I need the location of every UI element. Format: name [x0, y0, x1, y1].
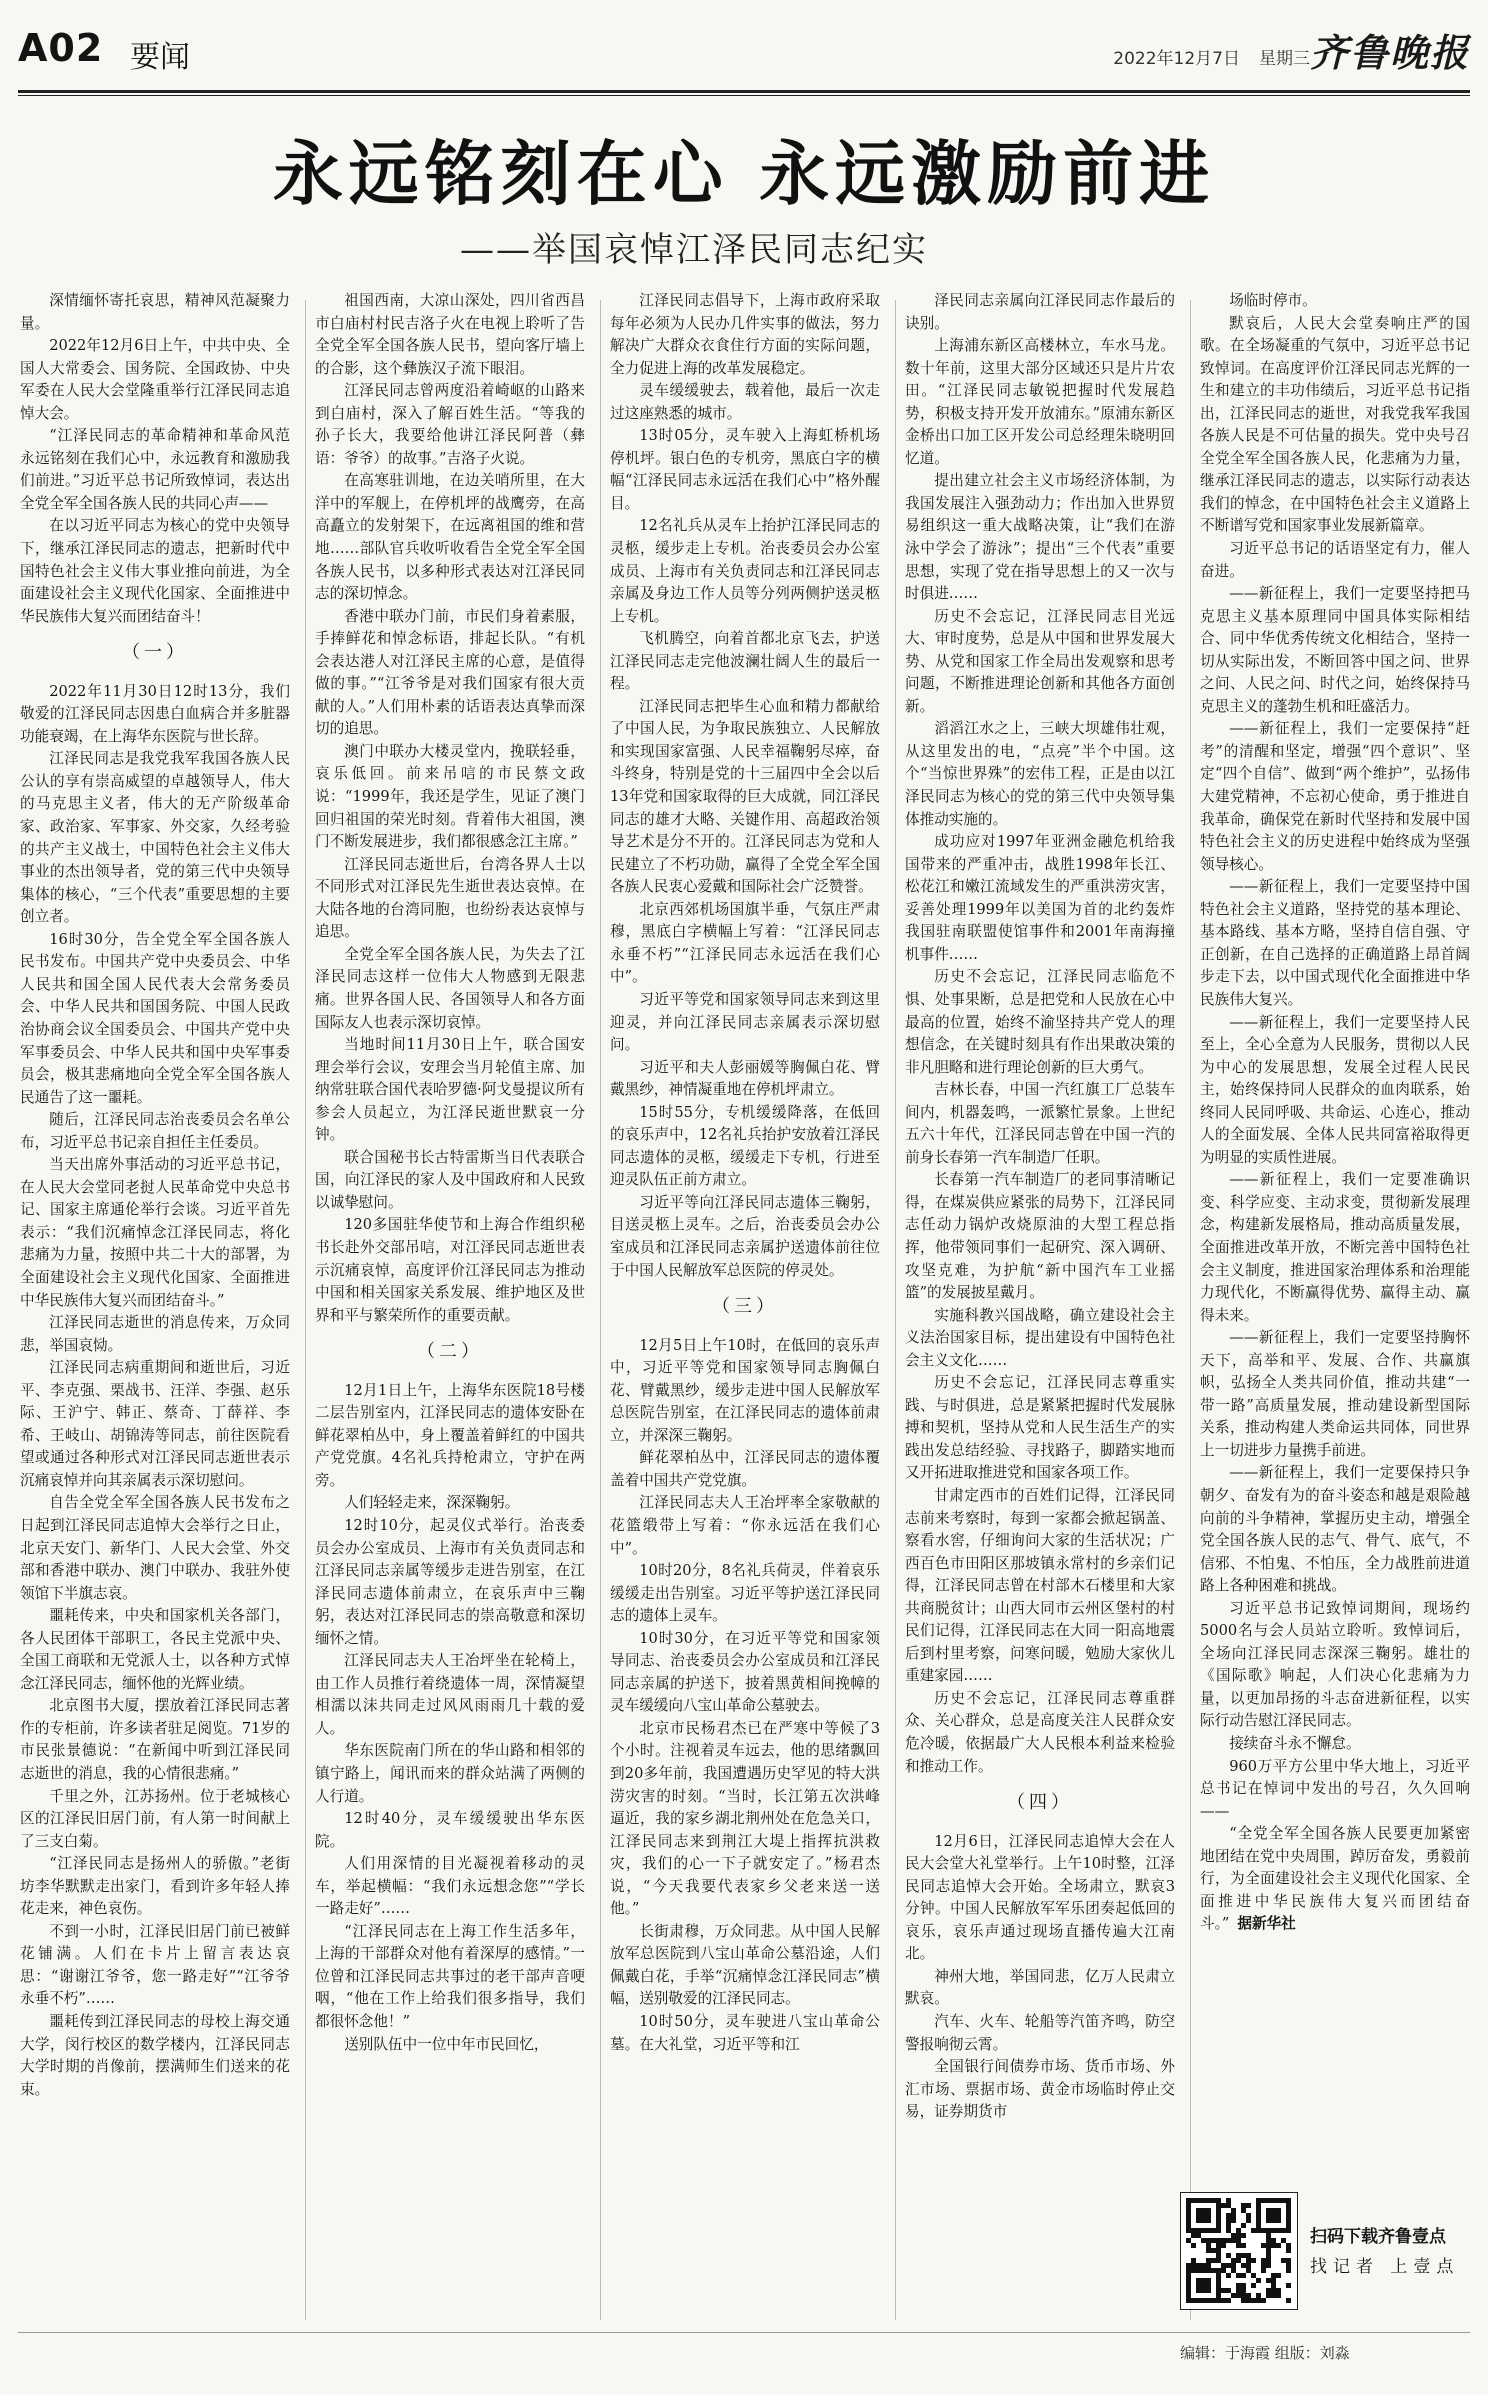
qr-module: [1226, 2273, 1231, 2278]
article-paragraph: ——新征程上，我们一定要坚持中国特色社会主义道路，坚持党的基本理论、基本路线、基本方略，坚持自信自强、守正创新，在自己选择的正确道路上昂首阔步走下去，以中国式现代化全面推进中华民族伟大复兴。: [1200, 878, 1470, 1008]
issue-weekday: 星期三: [1259, 49, 1310, 69]
article-paragraph: 16时30分，告全党全军全国各族人民书发布。中国共产党中央委员会、中华人民共和国全国人民代表大会常务委员会、中华人民共和国国务院、中国人民政治协商会议全国委员会、中国共产党中央军事委员会、中华人民共和国中央军事委员会，极其悲痛地向全党全军全国各族人民通告了这一噩耗。: [20, 930, 290, 1106]
article-paragraph: 灵车缓缓驶去，载着他，最后一次走过这座熟悉的城市。: [610, 382, 880, 422]
article-paragraph: 鲜花翠柏丛中，江泽民同志的遗体覆盖着中国共产党党旗。: [610, 1449, 880, 1489]
qr-module: [1246, 2218, 1251, 2223]
article-paragraph: 江泽民同志夫人王冶坪率全家敬献的花篮缎带上写着：“你永远活在我们心中”。: [610, 1494, 880, 1557]
article-paragraph: 澳门中联办大楼灵堂内，挽联轻垂，哀乐低回。前来吊唁的市民蔡文政说：“1999年，我还是学生，见证了澳门回归祖国的荣光时刻。背着伟大祖国，澳门不断发展进步，我们都很感念江主席。”: [315, 742, 585, 851]
article-paragraph: 接续奋斗永不懈怠。: [1229, 1735, 1361, 1752]
article-paragraph: 江泽民同志曾两度沿着崎岖的山路来到白庙村，深入了解百姓生活。“等我的孙子长大，我要给他讲江泽民阿普（彝语：爷爷）的故事。”吉洛子火说。: [315, 382, 585, 467]
article-paragraph: 12月1日上午，上海华东医院18号楼二层告别室内，江泽民同志的遗体安卧在鲜花翠柏丛中，身上覆盖着鲜红的中国共产党党旗。4名礼兵持枪肃立，守护在两旁。: [315, 1381, 585, 1489]
article-paragraph: 深情缅怀寄托哀思，精神风范凝聚力量。: [20, 292, 290, 332]
article-paragraph: 成功应对1997年亚洲金融危机给我国带来的严重冲击，战胜1998年长江、松花江和嫩江流域发生的严重洪涝灾害，妥善处理1999年以美国为首的北约轰炸我国驻南联盟使馆事件和2001年南海撞机事件……: [905, 833, 1175, 963]
section-number-heading: （四）: [1007, 1792, 1073, 1814]
article-paragraph: 人们轻轻走来，深深鞠躬。: [344, 1494, 520, 1512]
article-paragraph: “全党全军全国各族人民要更加紧密地团结在党中央周围，踔厉奋发，勇毅前行，为全面建设社会主义现代化国家、全面推进中华民族伟大复兴而团结奋斗。” 据新华社: [1200, 1825, 1470, 1933]
article-paragraph: 全党全军全国各族人民，为失去了江泽民同志这样一位伟大人物感到无限悲痛。世界各国人民、各国领导人和各方面国际友人也表示深切哀悼。: [315, 945, 585, 1031]
article-paragraph: 江泽民同志逝世后，台湾各界人士以不同形式对江泽民先生逝世表达哀悼。在大陆各地的台湾同胞，也纷纷表达哀悼与追思。: [315, 855, 585, 941]
article-paragraph: 神州大地，举国同悲，亿万人民肃立默哀。: [905, 1967, 1175, 2008]
qr-module: [1251, 2258, 1256, 2263]
article-paragraph: 实施科教兴国战略，确立建设社会主义法治国家目标，提出建设有中国特色社会主义文化……: [905, 1306, 1175, 1369]
article-paragraph: 江泽民同志是我党我军我国各族人民公认的享有崇高威望的卓越领导人，伟大的马克思主义者，伟大的无产阶级革命家、政治家、军事家、外交家，久经考验的共产主义战士，中国特色社会主义伟大事业的杰出领导者，党的第三代中央领导集体的核心，“三个代表”重要思想的主要创立者。: [20, 750, 290, 926]
qr-module: [1241, 2273, 1246, 2278]
page-header: [18, 18, 1470, 88]
article-paragraph: 祖国西南，大凉山深处，四川省西昌市白庙村村民吉洛子火在电视上聆听了告全党全军全国各族人民书，望向客厅墙上的合影，这个彝族汉子流下眼泪。: [315, 292, 585, 377]
article-paragraph: 当地时间11月30日上午，联合国安理会举行会议，安理会当月轮值主席、加纳常驻联合国代表哈罗德·阿戈曼提议所有参会人员起立，为江泽民逝世默哀一分钟。: [315, 1036, 585, 1144]
article-paragraph: 随后，江泽民同志治丧委员会名单公布，习近平总书记亲自担任主任委员。: [20, 1111, 290, 1151]
article-paragraph: 习近平总书记的话语坚定有力，催人奋进。: [1200, 540, 1470, 580]
article-paragraph: 吉林长春，中国一汽红旗工厂总装车间内，机器轰鸣，一派繁忙景象。上世纪五六十年代，江泽民同志曾在中国一汽的前身长春第一汽车制造厂任职。: [905, 1081, 1175, 1166]
article-paragraph: 10时50分，灵车驶进八宝山革命公墓。在大礼堂，习近平等和江: [610, 2013, 880, 2053]
header-rule-thin: [18, 95, 1470, 96]
app-promo-title: 扫码下载齐鲁壹点: [1310, 2227, 1446, 2247]
article-paragraph: 习近平等向江泽民同志遗体三鞠躬，目送灵柩上灵车。之后，治丧委员会办公室成员和江泽民同志亲属护送遗体前往位于中国人民解放军总医院的停灵处。: [610, 1193, 880, 1279]
article-paragraph: 历史不会忘记，江泽民同志目光远大、审时度势，总是从中国和世界发展大势、从党和国家工作全局出发观察和思考问题，不断推进理论创新和其他各方面创新。: [905, 607, 1175, 715]
qr-module: [1241, 2243, 1246, 2248]
article-paragraph: 习近平和夫人彭丽媛等胸佩白花、臂戴黑纱，神情凝重地在停机坪肃立。: [610, 1058, 880, 1099]
qr-module: [1266, 2263, 1271, 2268]
article-paragraph: 甘肃定西市的百姓们记得，江泽民同志前来考察时，每到一家都会掀起锅盖、察看水窖，仔细询问大家的生活状况；广西百色市田阳区那坡镇永常村的乡亲们记得，江泽民同志曾在村部木石楼里和大家共商脱贫计；山西大同市云州区堡村的村民们记得，江泽民同志在大同一阳高地震后到村里考察，问寒问暖，勉励大家伙儿重建家园……: [905, 1486, 1175, 1685]
qr-module: [1216, 2228, 1221, 2233]
qr-module: [1231, 2218, 1236, 2223]
article-column-2: [315, 290, 585, 2320]
article-byline: 据新华社: [1237, 1915, 1296, 1933]
article-paragraph: “江泽民同志是扬州人的骄傲。”老街坊李华默默走出家门，看到许多年轻人捧花走来，神色哀伤。: [20, 1855, 290, 1918]
article-paragraph: 长街肃穆，万众同悲。从中国人民解放军总医院到八宝山革命公墓沿途，人们佩戴白花，手举“沉痛悼念江泽民同志”横幅，送别敬爱的江泽民同志。: [610, 1922, 880, 2008]
article-paragraph: 华东医院南门所在的华山路和相邻的镇宁路上，闻讯而来的群众站满了两侧的人行道。: [315, 1742, 585, 1805]
article-paragraph: 飞机腾空，向着首都北京飞去，护送江泽民同志走完他波澜壮阔人生的最后一程。: [610, 630, 880, 693]
article-paragraph: 120多国驻华使节和上海合作组织秘书长赴外交部吊唁，对江泽民同志逝世表示沉痛哀悼，高度评价江泽民同志为推动中国和相关国家关系发展、维护地区及世界和平与繁荣所作的重要贡献。: [315, 1216, 585, 1324]
article-paragraph: ——新征程上，我们一定要保持只争朝夕、奋发有为的奋斗姿态和越是艰险越向前的斗争精神，掌握历史主动，增强全党全国各族人民的志气、骨气、底气，不信邪、不怕鬼、不怕压，全力战胜前进道路上各种困难和挑战。: [1200, 1464, 1470, 1595]
qr-module: [1206, 2288, 1211, 2293]
qr-module: [1286, 2228, 1291, 2233]
qr-module: [1191, 2243, 1196, 2248]
article-paragraph: 汽车、火车、轮船等汽笛齐鸣，防空警报响彻云霄。: [905, 2013, 1175, 2053]
article-paragraph: 提出建立社会主义市场经济体制，为我国发展注入强劲动力；作出加入世界贸易组织这一重大战略决策，让“我们在游泳中学会了游泳”；提出“三个代表”重要思想，实现了党在指导思想上的又一次与时俱进……: [905, 472, 1175, 603]
article-paragraph: 上海浦东新区高楼林立，车水马龙。数十年前，这里大部分区域还只是片片农田。“江泽民同志敏锐把握时代发展趋势，积极支持开发开放浦东。”原浦东新区金桥出口加工区开发公司总经理朱晓明回忆道。: [905, 337, 1175, 467]
article-paragraph: 10时30分，在习近平等党和国家领导同志、治丧委员会办公室成员和江泽民同志亲属的护送下，披着黑黄相间挽幛的灵车缓缓向八宝山革命公墓驶去。: [610, 1629, 880, 1715]
article-paragraph: “江泽民同志在上海工作生活多年，上海的干部群众对他有着深厚的感情。”一位曾和江泽民同志共事过的老干部声音哽咽，“他在工作上给我们很多指导，我们都很怀念他！”: [315, 1922, 585, 2031]
section-name: 要闻: [130, 40, 190, 75]
qr-code[interactable]: [1180, 2192, 1298, 2310]
qr-module: [1246, 2203, 1251, 2208]
article-paragraph: 场临时停市。: [1229, 292, 1317, 309]
article-paragraph: 江泽民同志夫人王冶坪坐在轮椅上，由工作人员推行着绕遗体一周，深情凝望相濡以沫共同走过风风雨雨几十载的爱人。: [315, 1652, 585, 1737]
article-paragraph: 习近平总书记致悼词期间，现场约5000名与会人员站立聆听。致悼词后，全场向江泽民同志深深三鞠躬。雄壮的《国际歌》响起，人们决心化悲痛为力量，以更加昂扬的斗志奋进新征程，以实际行动告慰江泽民同志。: [1200, 1599, 1470, 1730]
qr-module: [1256, 2278, 1261, 2283]
sub-headline: ——举国哀悼江泽民同志纪实: [460, 230, 928, 270]
qr-module: [1241, 2233, 1246, 2238]
article-paragraph: 送别队伍中一位中年市民回忆，: [344, 2035, 549, 2053]
article-paragraph: 江泽民同志病重期间和逝世后，习近平、李克强、栗战书、汪洋、李强、赵乐际、王沪宁、韩正、蔡奇、丁薛祥、李希、王岐山、胡锦涛等同志，前往医院看望或通过各种形式对江泽民同志逝世表示沉痛哀悼并向其亲属表示深切慰问。: [20, 1359, 290, 1489]
article-paragraph: 北京西郊机场国旗半垂，气氛庄严肃穆，黑底白字横幅上写着：“江泽民同志永垂不朽”“江泽民同志永远活在我们心中”。: [610, 900, 880, 986]
article-paragraph: 全国银行间债券市场、货币市场、外汇市场、票据市场、黄金市场临时停止交易，证券期货市: [905, 2058, 1175, 2121]
qr-module: [1276, 2243, 1281, 2248]
article-paragraph: 北京市民杨君杰已在严寒中等候了3个小时。注视着灵车远去，他的思绪飘回到20多年前，我国遭遇历史罕见的特大洪涝灾害的时刻。“当时，长江第五次洪峰逼近，我的家乡湖北荆州处在危急关口，江泽民同志来到荆江大堤上指挥抗洪救灾，我们的心一下子就安定了。”杨君杰说，“今天我要代表家乡父老来送一送他。”: [610, 1719, 880, 1918]
qr-module: [1286, 2283, 1291, 2288]
article-paragraph: ——新征程上，我们一定要准确识变、科学应变、主动求变，贯彻新发展理念，构建新发展格局，推动高质量发展，全面推进改革开放，不断完善中国特色社会主义制度，推进国家治理体系和治理能力现代化，不断赢得优势、赢得主动、赢得未来。: [1200, 1171, 1470, 1324]
qr-module: [1221, 2243, 1226, 2248]
article-column-5: [1200, 290, 1470, 2160]
article-paragraph: 人们用深情的目光凝视着移动的灵车，举起横幅：“我们永远想念您”“学长一路走好”……: [315, 1855, 585, 1918]
article-paragraph: 13时05分，灵车驶入上海虹桥机场停机坪。银白色的专机旁，黑底白字的横幅“江泽民同志永远活在我们心中”格外醒目。: [610, 427, 880, 512]
article-paragraph: 12时10分，起灵仪式举行。治丧委员会办公室成员、上海市有关负责同志和江泽民同志亲属等缓步走进告别室，在江泽民同志遗体前肃立，在哀乐声中三鞠躬，表达对江泽民同志的崇高敬意和深切缅怀之情。: [315, 1516, 585, 1647]
qr-module: [1261, 2268, 1266, 2273]
article-paragraph: 千里之外，江苏扬州。位于老城核心区的江泽民旧居门前，有人第一时间献上了三支白菊。: [20, 1787, 290, 1850]
article-paragraph: ——新征程上，我们一定要保持“赶考”的清醒和坚定，增强“四个意识”、坚定“四个自信”、做到“两个维护”，弘扬伟大建党精神，不忘初心使命，勇于推进自我革命，确保党在新时代坚持和发展中国特色社会主义的历史进程中始终成为坚强领导核心。: [1200, 720, 1470, 873]
qr-module: [1286, 2248, 1291, 2253]
article-column-1: [20, 290, 290, 2320]
article-paragraph: ——新征程上，我们一定要坚持把马克思主义基本原理同中国具体实际相结合、同中华优秀传统文化相结合，坚持一切从实际出发，不断回答中国之问、世界之问、人民之问、时代之问，始终保持马克思主义的蓬勃生机和旺盛活力。: [1200, 585, 1470, 715]
article-paragraph: 滔滔江水之上，三峡大坝雄伟壮观，从这里发出的电，“点亮”半个中国。这个“当惊世界殊”的宏伟工程，正是由以江泽民同志为核心的党的第三代中央领导集体推动实施的。: [905, 720, 1175, 828]
qr-module: [1276, 2293, 1281, 2298]
article-paragraph: 在以习近平同志为核心的党中央领导下，继承江泽民同志的遗志，把新时代中国特色社会主义伟大事业推向前进，为全面建设社会主义现代化国家、全面推进中华民族伟大复兴而团结奋斗！: [20, 517, 290, 625]
qr-module: [1286, 2298, 1291, 2303]
article-paragraph: 泽民同志亲属向江泽民同志作最后的诀别。: [905, 292, 1175, 332]
qr-module: [1276, 2218, 1281, 2223]
article-paragraph: 在高寒驻训地，在边关哨所里，在大洋中的军舰上，在停机坪的战鹰旁，在高高矗立的发射架下，在远离祖国的维和营地……部队官兵收听收看告全党全军全国各族人民书，以多种形式表达对江泽民同志的深切悼念。: [315, 472, 585, 603]
qr-module: [1241, 2223, 1246, 2228]
qr-module: [1276, 2273, 1281, 2278]
app-promo-slogan: 找记者 上壹点: [1310, 2257, 1460, 2277]
newspaper-masthead: 齐鲁晚报: [1309, 30, 1470, 75]
article-paragraph: 北京图书大厦，摆放着江泽民同志著作的专柜前，许多读者驻足阅览。71岁的市民张景德说：“在新闻中听到江泽民同志逝世的消息，我的心情很悲痛。”: [20, 1697, 290, 1782]
article-paragraph: 历史不会忘记，江泽民同志临危不惧、处事果断，总是把党和人民放在心中最高的位置，始终不渝坚持共产党人的理想信念，在关键时刻具有作出果敢决策的非凡胆略和进行理论创新的巨大勇气。: [905, 968, 1175, 1076]
qr-module: [1261, 2298, 1266, 2303]
article-paragraph: 习近平等党和国家领导同志来到这里迎灵，并向江泽民同志亲属表示深切慰问。: [610, 990, 880, 1054]
article-paragraph: 历史不会忘记，江泽民同志尊重群众、关心群众，总是高度关注人民群众安危冷暖，依据最广大人民根本利益来检验和推动工作。: [905, 1689, 1175, 1775]
section-number-heading: （三）: [712, 1296, 778, 1318]
article-paragraph: 长春第一汽车制造厂的老同事清晰记得，在煤炭供应紧张的局势下，江泽民同志任动力锅炉改烧原油的大型工程总指挥，他带领同事们一起研究、深入调研、攻坚克难，为护航“新中国汽车工业摇篮”的发展披星戴月。: [905, 1171, 1175, 1302]
issue-date: 2022年12月7日: [1113, 49, 1240, 69]
article-paragraph: 噩耗传来，中央和国家机关各部门，各人民团体干部职工，各民主党派中央、全国工商联和无党派人士，以各种方式悼念江泽民同志，缅怀他的光辉业绩。: [20, 1607, 290, 1692]
article-paragraph: 历史不会忘记，江泽民同志尊重实践、与时俱进，总是紧紧把握时代发展脉搏和契机，坚持从党和人民生活生产的实践出发总结经验、寻找路子，脚踏实地而又开拓进取推进党和国家各项工作。: [905, 1374, 1175, 1482]
page-number: A02: [18, 26, 104, 70]
article-paragraph: 2022年11月30日12时13分，我们敬爱的江泽民同志因患白血病合并多脏器功能衰竭，在上海华东医院与世长辞。: [20, 682, 290, 745]
article-paragraph: 噩耗传到江泽民同志的母校上海交通大学，闵行校区的数学楼内，江泽民同志大学时期的肖像前，摆满师生们送来的花束。: [20, 2013, 290, 2098]
header-rule: [18, 90, 1470, 93]
qr-module: [1206, 2218, 1211, 2223]
footer-rule: [18, 2332, 1470, 2333]
article-paragraph: 12月6日，江泽民同志追悼大会在人民大会堂大礼堂举行。上午10时整，江泽民同志追悼大会开始。全场肃立，默哀3分钟。中国人民解放军军乐团奏起低回的哀乐，哀乐声通过现场直播传遍大江南北。: [905, 1832, 1175, 1963]
article-paragraph: 不到一小时，江泽民旧居门前已被鲜花铺满。人们在卡片上留言表达哀思：“谢谢江爷爷，您一路走好”“江爷爷永垂不朽”……: [20, 1922, 290, 2008]
article-paragraph: 当天出席外事活动的习近平总书记，在人民大会堂同老挝人民革命党中央总书记、国家主席通伦举行会谈。习近平首先表示：“我们沉痛悼念江泽民同志，将化悲痛为力量，按照中共二十大的部署，为全面建设社会主义现代化国家、全面推进中华民族伟大复兴而团结奋斗。”: [20, 1156, 290, 1309]
article-paragraph: 10时20分，8名礼兵荷灵，伴着哀乐缓缓走出告别室。习近平等护送江泽民同志的遗体上灵车。: [610, 1562, 880, 1625]
article-paragraph: 江泽民同志倡导下，上海市政府采取每年必须为人民办几件实事的做法，努力解决广大群众衣食住行方面的实际问题，全力促进上海的改革发展稳定。: [610, 292, 880, 377]
article-paragraph: 联合国秘书长古特雷斯当日代表联合国，向江泽民的家人及中国政府和人民致以诚挚慰问。: [315, 1148, 585, 1211]
article-paragraph: ——新征程上，我们一定要坚持人民至上，全心全意为人民服务，贯彻以人民为中心的发展思想，发展全过程人民民主，始终保持同人民群众的血肉联系，始终同人民同呼吸、共命运、心连心，推动人的全面发展、全体人民共同富裕取得更为明显的实质性进展。: [1200, 1013, 1470, 1166]
article-paragraph: 香港中联办门前，市民们身着素服，手捧鲜花和悼念标语，排起长队。“有机会表达港人对江泽民主席的心意，是值得做的事。”“江爷爷是对我们国家有很大贡献的人。”人们用朴素的话语表达真挚而深切的追思。: [315, 607, 585, 738]
article-paragraph: “江泽民同志的革命精神和革命风范永远铭刻在我们心中，永远教育和激励我们前进。”习近平总书记所致悼词，表达出全党全军全国各族人民的共同心声——: [20, 427, 290, 512]
article-paragraph: 15时55分，专机缓缓降落，在低回的哀乐声中，12名礼兵抬护安放着江泽民同志遗体的灵柩，缓缓走下专机，行进至迎灵队伍正前方肃立。: [610, 1103, 880, 1189]
article-paragraph: 12名礼兵从灵车上抬护江泽民同志的灵柩，缓步走上专机。治丧委员会办公室成员、上海市有关负责同志和江泽民同志亲属及身边工作人员等分列两侧护送灵柩上专机。: [610, 517, 880, 625]
article-paragraph: 960万平方公里中华大地上，习近平总书记在悼词中发出的号召，久久回响——: [1200, 1757, 1470, 1820]
article-paragraph: 江泽民同志逝世的消息传来，万众同悲，举国哀恸。: [20, 1314, 290, 1354]
article-column-4: [905, 290, 1175, 2320]
section-number-heading: （一）: [122, 642, 188, 664]
editor-credit: 编辑：于海霞 组版：刘淼: [1180, 2344, 1350, 2362]
article-column-3: [610, 290, 880, 2320]
main-headline: 永远铭刻在心 永远激励前进: [272, 132, 1216, 215]
article-body: [20, 290, 1470, 2320]
article-paragraph: 默哀后，人民大会堂奏响庄严的国歌。在全场凝重的气氛中，习近平总书记致悼词。在高度评价江泽民同志光辉的一生和建立的丰功伟绩后，习近平总书记指出，江泽民同志的逝世，对我党我军我国各族人民是不可估量的损失。党中央号召全党全军全国各族人民，化悲痛为力量，继承江泽民同志的遗志，以实际行动表达我们的悼念，在中国特色社会主义道路上不断谱写党和国家事业发展新篇章。: [1200, 314, 1470, 535]
article-paragraph: 12时40分，灵车缓缓驶出华东医院。: [315, 1810, 585, 1850]
article-paragraph: ——新征程上，我们一定要坚持胸怀天下，高举和平、发展、合作、共赢旗帜，弘扬全人类共同价值，推动共建“一带一路”高质量发展，推动建设新型国际关系，推动构建人类命运共同体，同世界上一切进步力量携手前进。: [1200, 1329, 1470, 1459]
article-paragraph: 自告全党全军全国各族人民书发布之日起到江泽民同志追悼大会举行之日止，北京天安门、新华门、人民大会堂、外交部和香港中联办、澳门中联办、我驻外使领馆下半旗志哀。: [20, 1494, 290, 1602]
section-number-heading: （二）: [417, 1341, 483, 1363]
qr-module: [1251, 2283, 1256, 2288]
qr-module: [1286, 2268, 1291, 2273]
qr-module: [1226, 2298, 1231, 2303]
article-paragraph: 江泽民同志把毕生心血和精力都献给了中国人民，为争取民族独立、人民解放和实现国家富强、人民幸福鞠躬尽瘁，奋斗终身，特别是党的十三届四中全会以后13年党和国家取得的巨大成就，同江泽民同志的雄才大略、关键作用、高超政治领导艺术是分不开的。江泽民同志为党和人民建立了不朽功勋，赢得了全党全军全国各族人民衷心爱戴和国际社会广泛赞誉。: [610, 697, 880, 896]
article-paragraph: 12月5日上午10时，在低回的哀乐声中，习近平等党和国家领导同志胸佩白花、臂戴黑纱，缓步走进中国人民解放军总医院告别室，在江泽民同志的遗体前肃立，并深深三鞠躬。: [610, 1336, 880, 1444]
article-paragraph: 2022年12月6日上午，中共中央、全国人大常委会、国务院、全国政协、中央军委在人民大会堂隆重举行江泽民同志追悼大会。: [20, 337, 290, 422]
